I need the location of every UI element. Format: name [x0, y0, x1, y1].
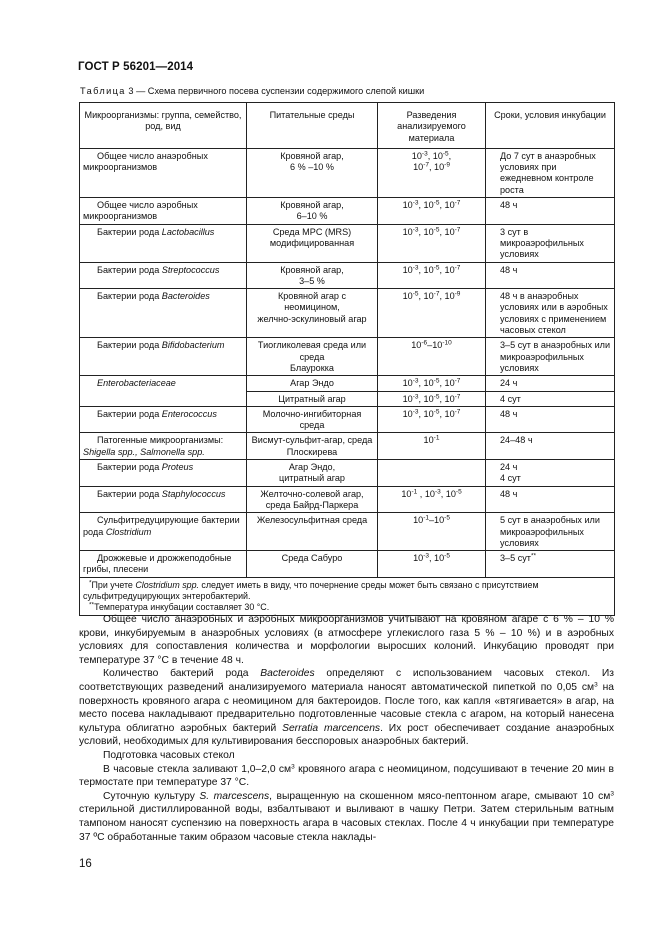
paragraph: Суточную культуру S. marcescens, выращенную на скошенном мясо-пептонном агаре, смывают 10 $см^3$ стерильной дистиллированной воды, взбалтывают и выливают в чашку Петри. Затем стерильным ватным тампоном наносят суспензию на поверхность агара в часовых стеклах. После 4 ч инкубации при температуре 37 ºС обработанные таким образом часовые стекла наклады-: [79, 790, 614, 843]
inoculation-table: [79, 102, 615, 616]
condition-cell: 3–5 сут в анаэробных или микроаэрофильных условиях: [486, 338, 615, 376]
dilution-cell: $10^{-3}$, $10^{-5}$, $10^{-7}$: [378, 406, 486, 433]
condition-cell: 48 ч: [486, 262, 615, 289]
media-cell: 6 % –10 %: [290, 162, 334, 173]
media-cell: 6–10 %: [296, 211, 328, 222]
condition-cell: 24 ч: [500, 462, 518, 473]
organism-cell: Бактерии рода Lactobacillus: [97, 226, 215, 237]
dilution-cell: $10^{-3}$, $10^{-5}$, $10^{-7}$: [378, 391, 486, 406]
dilution-cell: [378, 460, 486, 487]
organism-cell: Бактерии рода Bifidobacterium: [97, 340, 225, 351]
footnote-2: **Температура инкубации составляет 30 °С.: [89, 601, 270, 613]
column-header: Микроорганизмы: группа, семейство, род, вид: [80, 103, 247, 149]
column-header: Сроки, условия инкубации: [486, 103, 615, 149]
dilution-cell: $10^{-3}$, $10^{-5}$, $10^{-7}$: [378, 198, 486, 225]
table-caption-label: Таблица: [80, 86, 126, 96]
subheading: Подготовка часовых стекол: [103, 749, 235, 761]
media-cell: Блаурокка: [290, 362, 334, 373]
condition-cell: 3–5 сут**: [486, 551, 615, 578]
table-header-row: [80, 103, 615, 149]
table-row: [80, 148, 615, 197]
body-text: [79, 613, 614, 844]
footnote-1: *При учете Clostridium spp. следует иметь в виду, что почернение среды может быть связано с присутствием сульфитредуцирующих энтеробактерий.: [83, 579, 539, 601]
media-cell: среда Байрд-Паркера: [265, 499, 359, 510]
table-caption-number: 3: [128, 86, 134, 96]
dilution-cell: $10^{-1}$ , $10^{-3}$, $10^{-5}$: [378, 486, 486, 513]
dilution-cell: $10^{-3}$, $10^{-5}$: [378, 551, 486, 578]
dilution-cell: $10^{-1}-10^{-5}$: [378, 513, 486, 551]
organism-cell: Бактерии рода Bacteroides: [97, 291, 210, 302]
media-cell: Кровяной агар,: [280, 200, 344, 211]
table-row: [80, 262, 615, 289]
organism-cell: Дрожжевые и дрожжеподобные грибы, плесени: [83, 553, 232, 575]
media-cell: цитратный агар: [279, 473, 345, 484]
media-cell: Агар Эндо,: [288, 462, 336, 473]
media-cell: 3–5 %: [299, 275, 325, 286]
page-number: 16: [79, 858, 92, 870]
organism-cell: Бактерии рода Enterococcus: [97, 408, 217, 419]
dilution-cell: $10^{-6}-10^{-10}$: [378, 338, 486, 376]
condition-cell: До 7 сут в анаэробных условиях при ежедневном контроле роста: [486, 148, 615, 197]
paragraph: В часовые стекла заливают 1,0–2,0 $см^3$ кровяного агара с неомицином, подсушивают в течение 20 мин в термостате при температуре 37 °С.: [79, 763, 614, 789]
dilution-cell: $10^{-3}$, $10^{-5}$, $10^{-7}$, $10^{-9}$: [378, 148, 486, 197]
organism-cell: Патогенные микроорганизмы: Shigella spp., Salmonella spp.: [80, 433, 247, 460]
media-cell: Тиогликолевая среда или среда: [257, 340, 367, 362]
media-cell: Агар Эндо: [247, 376, 378, 391]
organism-cell: Общее число аэробных микроорганизмов: [83, 200, 198, 222]
media-cell: Кровяной агар,: [280, 150, 344, 161]
dilution-cell: $10^{-3}$, $10^{-5}$, $10^{-7}$: [378, 262, 486, 289]
organism-cell: Бактерии рода Proteus: [97, 462, 194, 473]
table-row: [80, 551, 615, 578]
media-cell: Кровяной агар с неомицином,: [277, 291, 347, 313]
media-cell: Кровяной агар,: [280, 264, 344, 275]
table-caption: [80, 86, 424, 96]
condition-cell: 24–48 ч: [486, 433, 615, 460]
condition-cell: 4 сут: [500, 473, 521, 484]
condition-cell: 48 ч в анаэробных условиях или в аэробных условиях с применением часовых стекол: [486, 289, 615, 338]
dilution-cell: $10^{-5}$, $10^{-7}$, $10^{-9}$: [378, 289, 486, 338]
organism-cell: Общее число анаэробных микроорганизмов: [83, 150, 208, 173]
media-cell: Висмут-сульфит-агар, среда Плоскирева: [247, 433, 378, 460]
table-row: [80, 460, 615, 487]
table-caption-title: — Схема первичного посева суспензии содержимого слепой кишки: [133, 86, 425, 96]
media-cell: Молочно-ингибиторная среда: [247, 406, 378, 433]
table-row: [80, 433, 615, 460]
organism-cell: Бактерии рода Streptococcus: [97, 264, 220, 275]
media-cell: Железосульфитная среда: [247, 513, 378, 551]
column-header: Питательные среды: [247, 103, 378, 149]
table-row: [80, 513, 615, 551]
table-row: [80, 224, 615, 262]
condition-cell: 48 ч: [486, 198, 615, 225]
paragraph: Количество бактерий рода Bacteroides определяют с использованием часовых стекол. Из соответствующих разведений анализируемого материала наносят автоматической пипеткой по 0,05 $см^3$ на поверхность кровяного агара с неомицином для бактероидов. После того, как капля «втягивается» в агар, на место посева накладывают предварительно подготовленные часовые стекла с агаром, на который нанесена культура облигатно аэробных бактерий Serratia marcencens. Их рост обеспечивает создание анаэробных условий, необходимых для культивирования бесспоровых анаэробных бактерий.: [79, 668, 614, 748]
table-row: [80, 486, 615, 513]
condition-cell: 48 ч: [486, 406, 615, 433]
condition-cell: 3 сут в микроаэрофильных условиях: [486, 224, 615, 262]
organism-cell: Сульфитредуцирующие бактерии рода Clostridium: [83, 515, 240, 537]
table-row: [80, 338, 615, 376]
table-row: [80, 198, 615, 225]
condition-cell: 48 ч: [486, 486, 615, 513]
table-row: [80, 406, 615, 433]
condition-cell: 24 ч: [486, 376, 615, 391]
table-row: [80, 376, 615, 391]
table-row: [80, 289, 615, 338]
condition-cell: 5 сут в анаэробных или микроаэрофильных условиях: [486, 513, 615, 551]
condition-cell: 4 сут: [486, 391, 615, 406]
media-cell: Желточно-солевой агар,: [260, 488, 364, 499]
media-cell: Среда Сабуро: [247, 551, 378, 578]
dilution-cell: $10^{-3}$, $10^{-5}$, $10^{-7}$: [378, 376, 486, 391]
media-cell: желчно-эскулиновый агар: [257, 313, 367, 324]
media-cell: Среда MPC (MRS) модифицированная: [247, 224, 378, 262]
column-header: Разведения анализируемого материала: [378, 103, 486, 149]
organism-cell: Бактерии рода Staphylococcus: [97, 488, 226, 499]
table-footnotes: [80, 577, 615, 615]
dilution-cell: $10^{-3}$, $10^{-5}$, $10^{-7}$: [378, 224, 486, 262]
media-cell: Цитратный агар: [247, 391, 378, 406]
paragraph: Общее число анаэробных и аэробных микроорганизмов учитывают на кровяном агаре с 6 % – 10 % крови, инкубируемым в анаэробных условиях (в атмосфере углекислого газа 5 % – 10 %) и в аэробных условиях для сопоставления количества и морфологии выросших колоний. Инкубацию проводят при температуре 37 °С в течение 48 ч.: [79, 614, 614, 666]
organism-cell: Enterobacteriaceae: [97, 378, 176, 389]
document-code: ГОСТ Р 56201—2014: [78, 61, 194, 73]
dilution-cell: $10^{-1}$: [378, 433, 486, 460]
